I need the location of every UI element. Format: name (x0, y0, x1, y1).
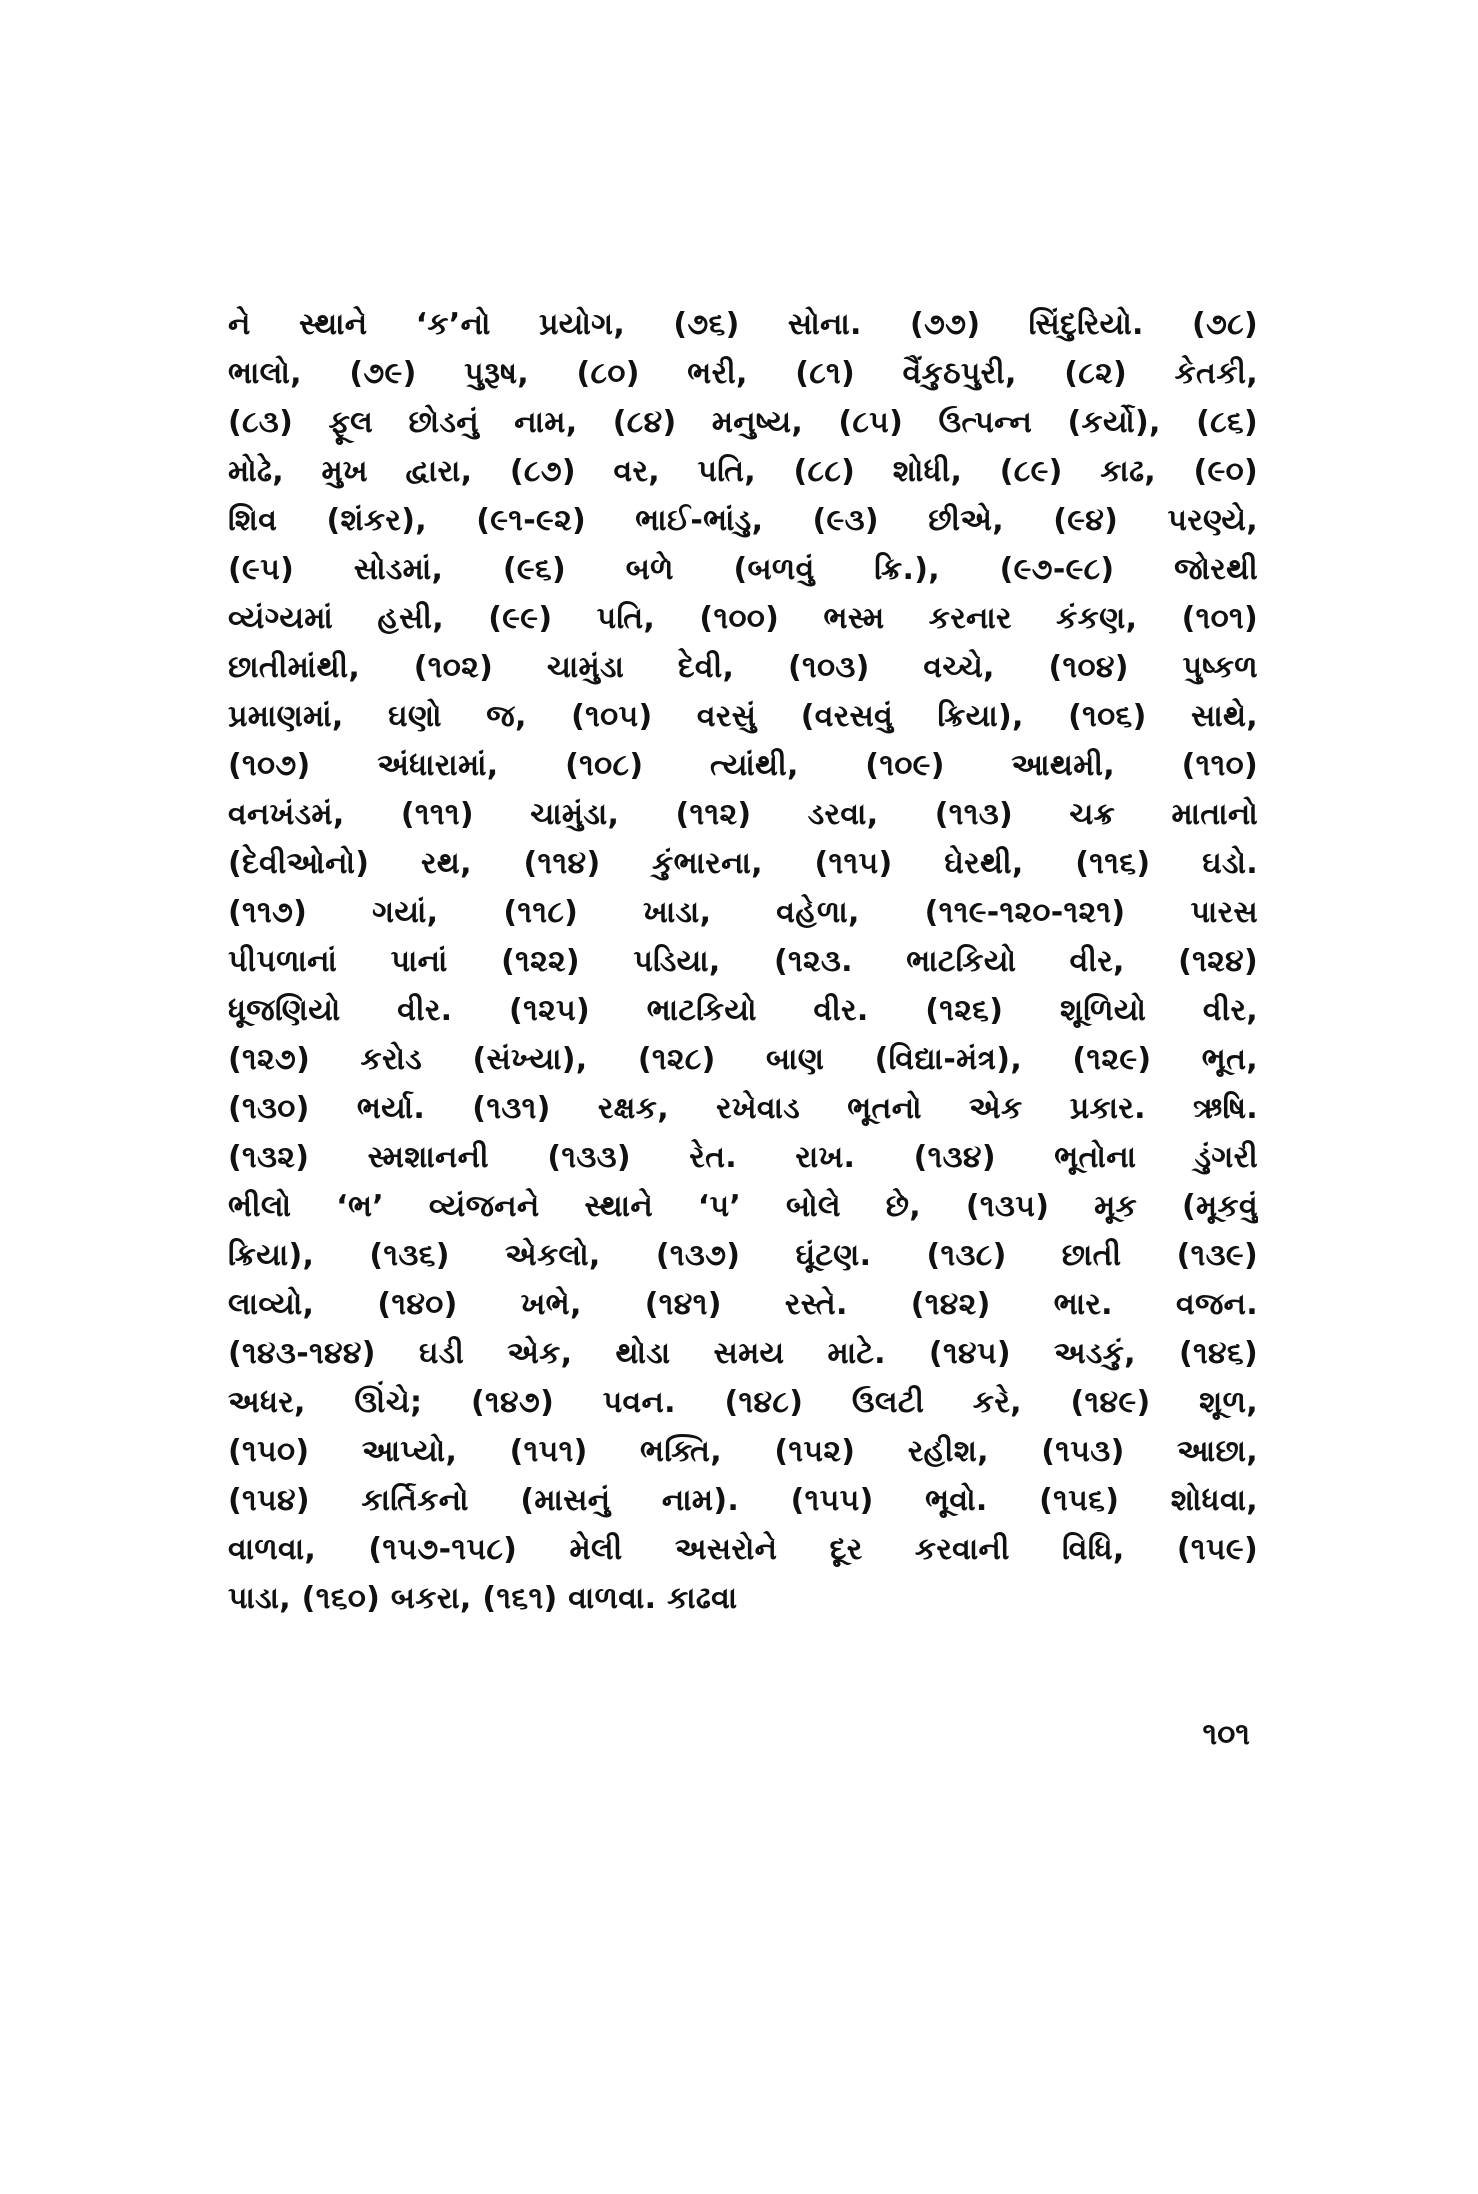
text-line: શિવ (શંકર), (૯૧-૯૨) ભાઈ-ભાંડુ, (૯૩) છીએ, (૯૪) પરણ્યે, (228, 503, 1258, 538)
text-line: (૧૪૩-૧૪૪) ઘડી એક, થોડા સમય માટે. (૧૪૫) અડકું, (૧૪૬) (228, 1336, 1258, 1371)
text-line: લાવ્યો, (૧૪૦) ખભે, (૧૪૧) રસ્તે. (૧૪૨) ભાર. વજન. (228, 1287, 1258, 1322)
text-line: (૧૩૦) ભર્યા. (૧૩૧) રક્ષક, રખેવાડ ભૂતનો એક પ્રકાર. ઋષિ. (228, 1091, 1258, 1126)
text-line: ધૂજણિયો વીર. (૧૨૫) ભાટકિયો વીર. (૧૨૬) શૂળિયો વીર, (228, 993, 1258, 1028)
text-line: (૧૨૭) કરોડ (સંખ્યા), (૧૨૮) બાણ (વિદ્યા-મંત્ર), (૧૨૯) ભૂત, (228, 1042, 1258, 1077)
text-line: (૯૫) સોડમાં, (૯૬) બળે (બળવું ક્રિ.), (૯૭-૯૮) જોરથી (228, 552, 1258, 587)
text-line: છાતીમાંથી, (૧૦૨) ચામુંડા દેવી, (૧૦૩) વચ્ચે, (૧૦૪) પુષ્કળ (228, 650, 1258, 685)
body-text (228, 300, 1258, 1623)
text-line: (૮૩) ફૂલ છોડનું નામ, (૮૪) મનુષ્ય, (૮૫) ઉત્પન્ન (કર્યો), (૮૬) (228, 405, 1258, 440)
text-line: (૧૧૭) ગયાં, (૧૧૮) ખાડા, વહેળા, (૧૧૯-૧૨૦-૧૨૧) પારસ (228, 895, 1258, 930)
text-line: મોઢે, મુખ દ્વારા, (૮૭) વર, પતિ, (૮૮) શોધી, (૮૯) કાઢ, (૯૦) (228, 454, 1258, 489)
text-line-last: પાડા, (૧૬૦) બકરા, (૧૬૧) વાળવા. કાઢવા (228, 1581, 738, 1616)
text-line: (૧૫૪) કાર્તિકનો (માસનું નામ). (૧૫૫) ભૂવો. (૧૫૬) શોધવા, (228, 1483, 1258, 1518)
text-line: અધર, ઊંચે; (૧૪૭) પવન. (૧૪૮) ઉલટી કરે, (૧૪૯) શૂળ, (228, 1385, 1258, 1420)
text-line: વનખંડમં, (૧૧૧) ચામુંડા, (૧૧૨) ડરવા, (૧૧૩) ચક્ર માતાનો (228, 797, 1258, 832)
text-line: (૧૩૨) સ્મશાનની (૧૩૩) રેત. રાખ. (૧૩૪) ભૂતોના ડુંગરી (228, 1140, 1258, 1175)
text-line: પ્રમાણમાં, ઘણો જ, (૧૦૫) વરસું (વરસવું ક્રિયા), (૧૦૬) સાથે, (228, 699, 1258, 734)
text-line: (૧૦૭) અંધારામાં, (૧૦૮) ત્યાંથી, (૧૦૯) આથમી, (૧૧૦) (228, 748, 1258, 783)
text-line: ને સ્થાને ‘ક’નો પ્રયોગ, (૭૬) સોના. (૭૭) સિંદુરિયો. (૭૮) (228, 307, 1258, 342)
text-line: ભાલો, (૭૯) પુરૂષ, (૮૦) ભરી, (૮૧) વૈંકુઠપુરી, (૮૨) કેતકી, (228, 356, 1258, 391)
text-line: પીપળાનાં પાનાં (૧૨૨) પડિયા, (૧૨૩. ભાટકિયો વીર, (૧૨૪) (228, 944, 1258, 979)
page-number: ૧૦૧ (1202, 1717, 1250, 1752)
text-line: ક્રિયા), (૧૩૬) એકલો, (૧૩૭) ઘૂંટણ. (૧૩૮) છાતી (૧૩૯) (228, 1238, 1258, 1273)
text-line: વાળવા, (૧૫૭-૧૫૮) મેલી અસરોને દૂર કરવાની વિધિ, (૧૫૯) (228, 1532, 1258, 1567)
text-line: વ્યંગ્યમાં હસી, (૯૯) પતિ, (૧૦૦) ભસ્મ કરનાર કંકણ, (૧૦૧) (228, 601, 1258, 636)
text-line: (દેવીઓનો) રથ, (૧૧૪) કુંભારના, (૧૧૫) ઘેરથી, (૧૧૬) ઘડો. (228, 846, 1258, 881)
text-line: ભીલો ‘ભ’ વ્યંજનને સ્થાને ‘પ’ બોલે છે, (૧૩૫) મૂક (મૂકવું (228, 1189, 1258, 1224)
text-line: (૧૫૦) આપ્યો, (૧૫૧) ભક્તિ, (૧૫૨) રહીશ, (૧૫૩) આછા, (228, 1434, 1258, 1469)
